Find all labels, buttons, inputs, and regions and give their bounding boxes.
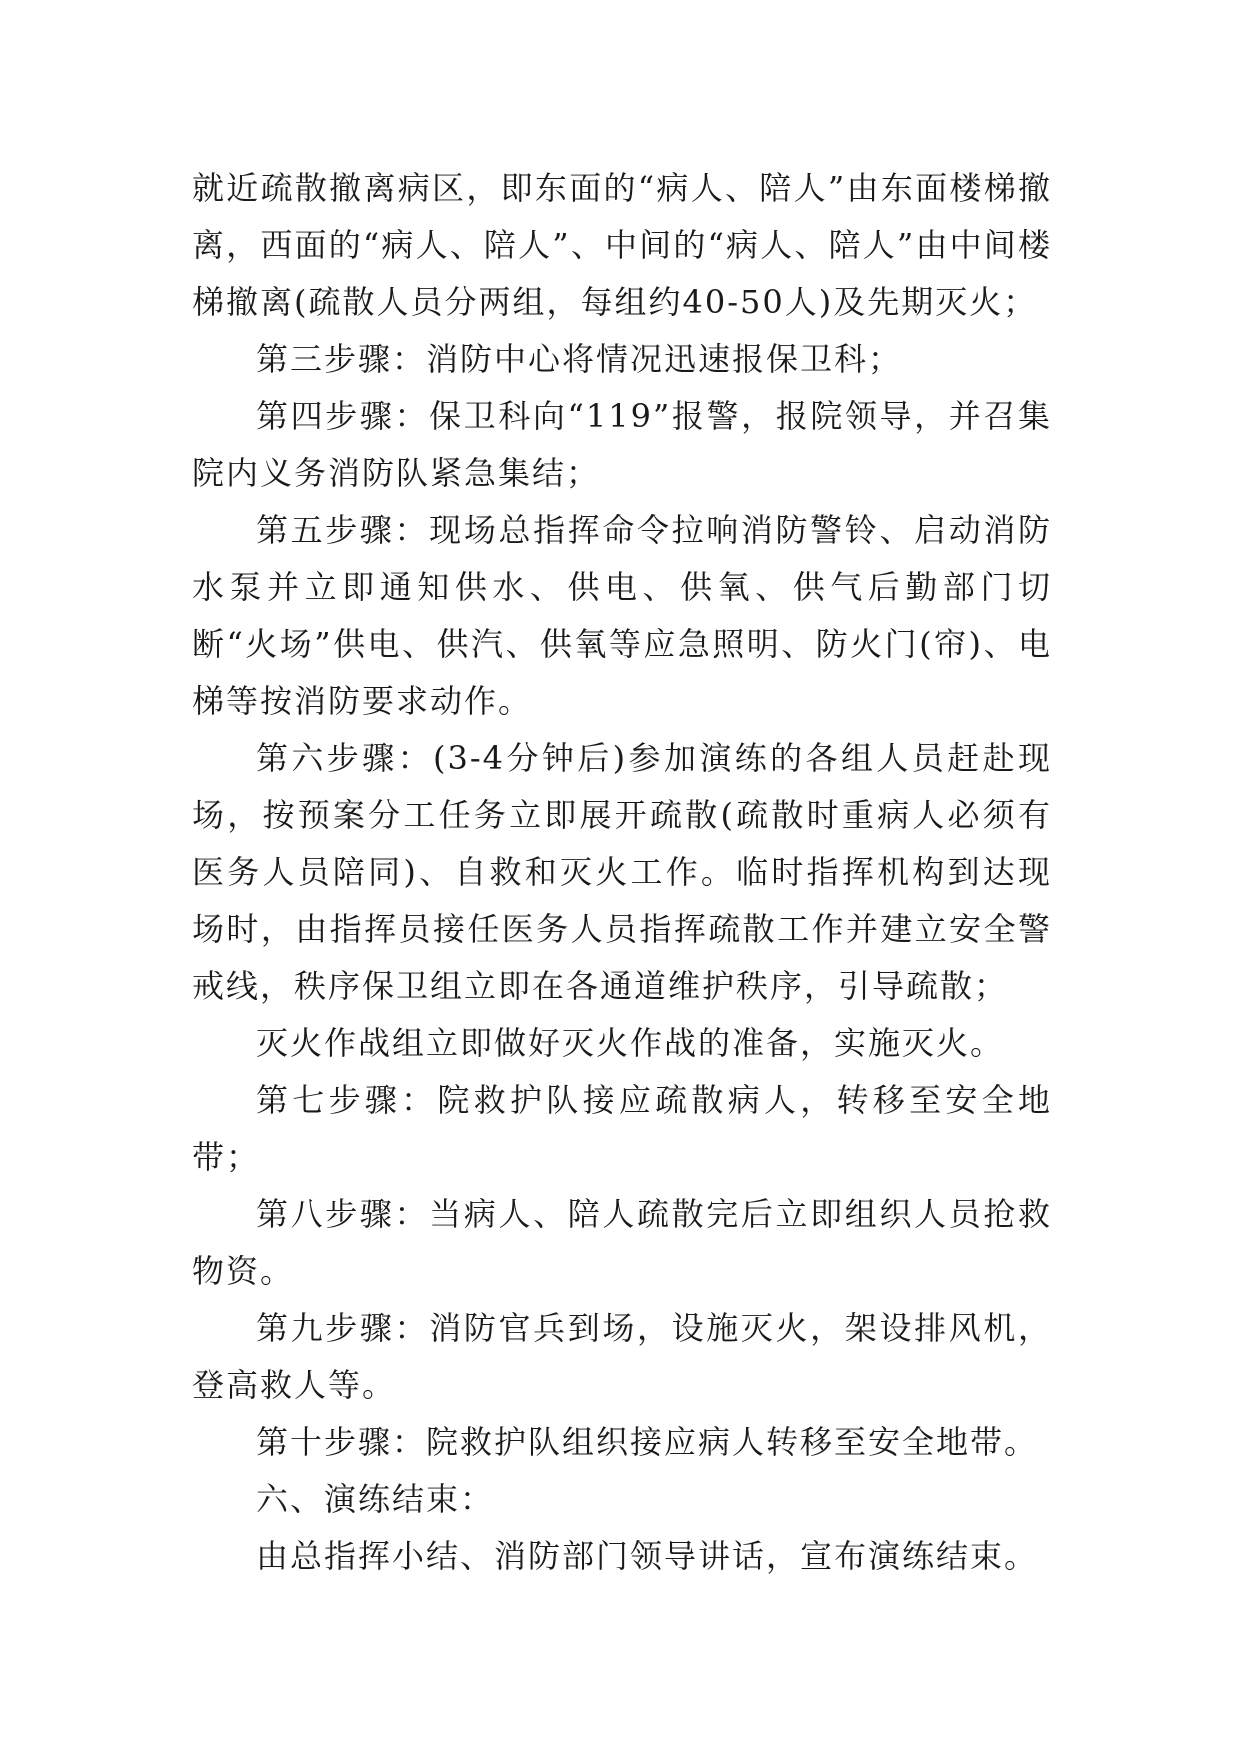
paragraph-drill-end: 由总指挥小结、消防部门领导讲话，宣布演练结束。 xyxy=(256,1537,1039,1575)
paragraph-step-six: 第六步骤：(3-4分钟后)参加演练的各组人员赶赴现场，按预案分工任务立即展开疏散(疏散时重病人必须有医务人员陪同)、自救和灭火工作。临时指挥机构到达现场时，由指挥员接任医务人员指挥疏散工作并建立安全警戒线，秩序保卫组立即在各通道维护秩序，引导疏散； xyxy=(192,739,1052,1005)
paragraph-evacuation-continued: 就近疏散撤离病区，即东面的“病人、陪人”由东面楼梯撤离，西面的“病人、陪人”、中间的“病人、陪人”由中间楼梯撤离(疏散人员分两组，每组约40-50人)及先期灭火； xyxy=(192,169,1052,321)
paragraph-step-four: 第四步骤：保卫科向“119”报警，报院领导，并召集院内义务消防队紧急集结； xyxy=(192,397,1052,492)
paragraph-step-three: 第三步骤：消防中心将情况迅速报保卫科； xyxy=(256,340,903,378)
paragraph-step-eight: 第八步骤：当病人、陪人疏散完后立即组织人员抢救物资。 xyxy=(192,1195,1052,1290)
paragraph-step-nine: 第九步骤：消防官兵到场，设施灭火，架设排风机，登高救人等。 xyxy=(192,1309,1052,1404)
section-heading-drill-end: 六、演练结束： xyxy=(256,1480,495,1518)
document-body xyxy=(192,160,1052,1585)
paragraph-step-ten: 第十步骤：院救护队组织接应病人转移至安全地带。 xyxy=(256,1423,1039,1461)
paragraph-step-seven: 第七步骤：院救护队接应疏散病人，转移至安全地带； xyxy=(192,1081,1052,1176)
paragraph-step-five: 第五步骤：现场总指挥命令拉响消防警铃、启动消防水泵并立即通知供水、供电、供氧、供气后勤部门切断“火场”供电、供汽、供氧等应急照明、防火门(帘)、电梯等按消防要求动作。 xyxy=(192,511,1052,720)
paragraph-firefighting-group: 灭火作战组立即做好灭火作战的准备，实施灭火。 xyxy=(256,1024,1005,1062)
